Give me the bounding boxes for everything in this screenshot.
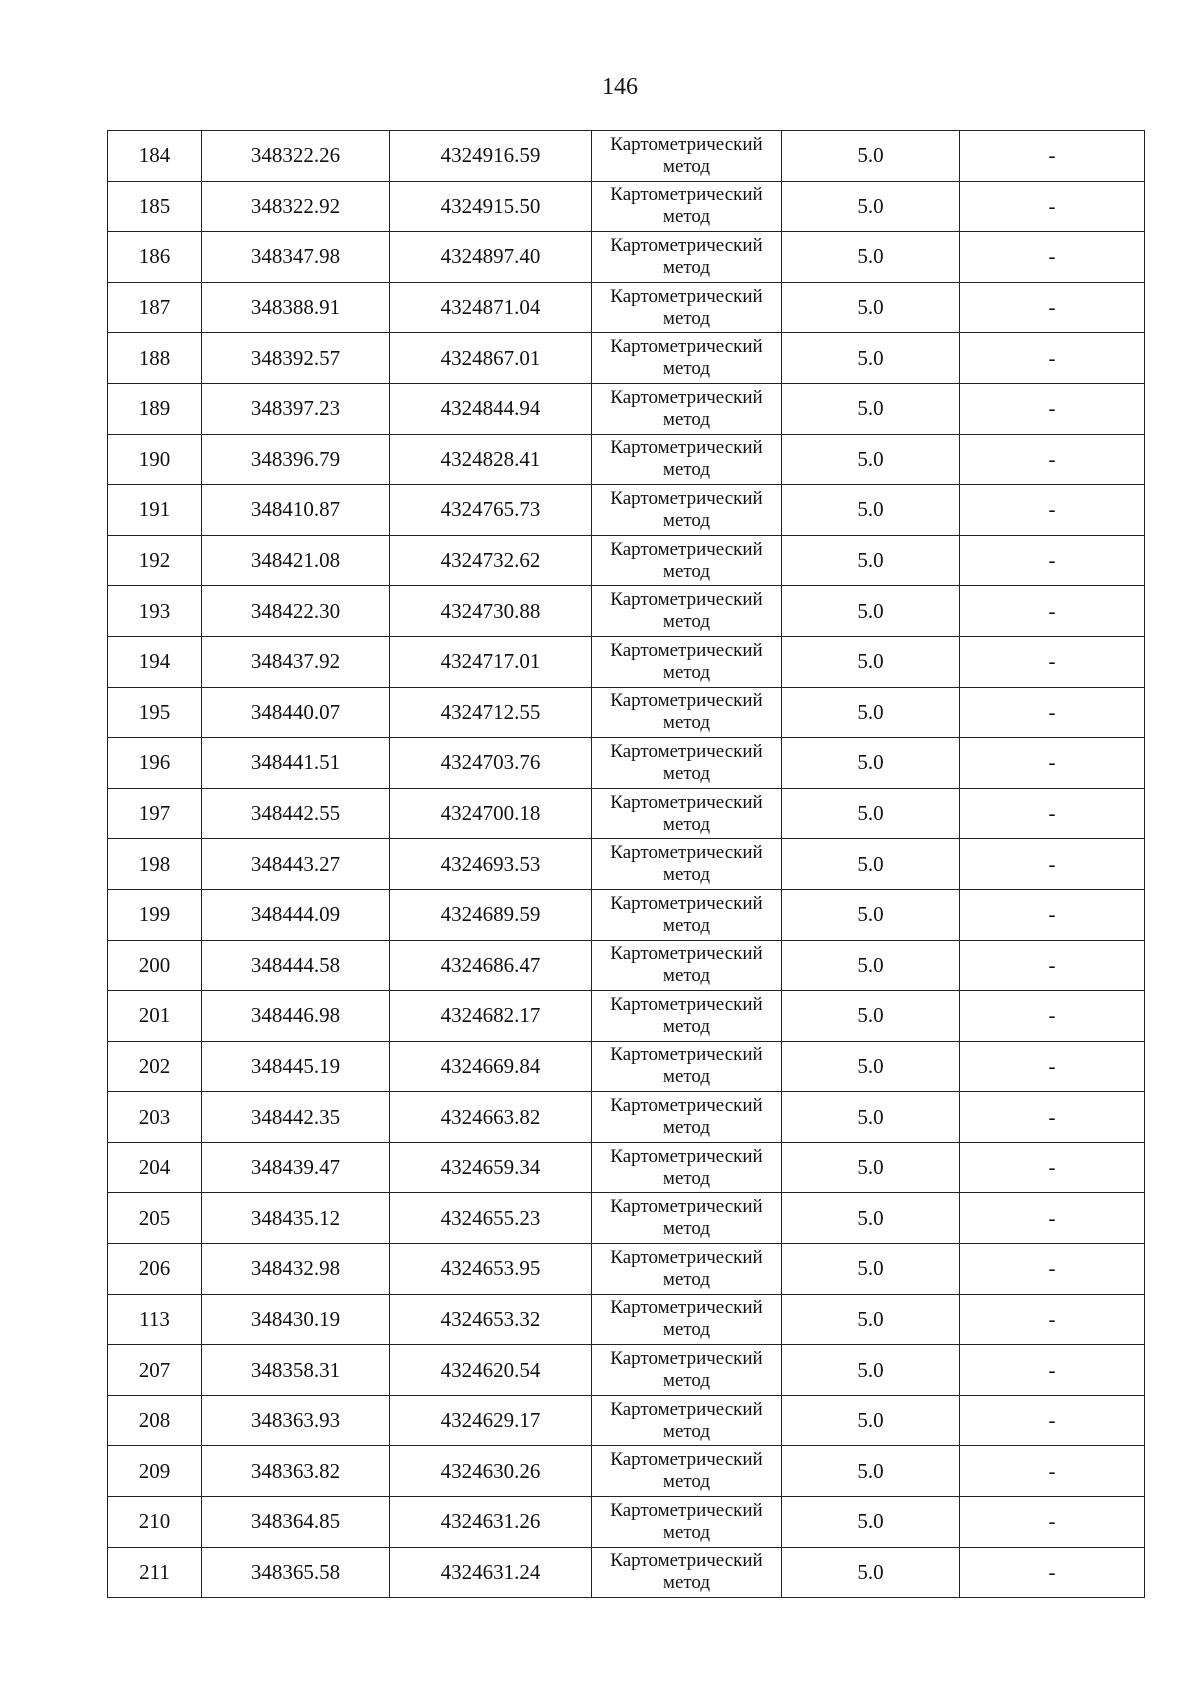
accuracy-cell: 5.0	[782, 232, 960, 283]
y-coordinate-cell: 4324663.82	[390, 1092, 592, 1143]
method-cell	[592, 181, 782, 232]
note-cell: -	[960, 1244, 1145, 1295]
method-cell	[592, 1041, 782, 1092]
method-line-2: метод	[662, 1167, 711, 1189]
method-cell	[592, 788, 782, 839]
point-number-cell: 187	[108, 282, 202, 333]
method-line-1: Картометрический	[610, 842, 763, 864]
x-coordinate-cell: 348444.58	[202, 940, 390, 991]
note-cell: -	[960, 788, 1145, 839]
method-cell	[592, 434, 782, 485]
accuracy-cell: 5.0	[782, 434, 960, 485]
x-coordinate-cell: 348446.98	[202, 991, 390, 1042]
method-line-2: метод	[662, 1218, 711, 1240]
method-line-2: метод	[662, 1572, 711, 1594]
table-row	[108, 889, 1145, 940]
accuracy-cell: 5.0	[782, 940, 960, 991]
y-coordinate-cell: 4324765.73	[390, 485, 592, 536]
point-number-cell: 190	[108, 434, 202, 485]
table-row	[108, 232, 1145, 283]
method-line-1: Картометрический	[610, 437, 763, 459]
method-cell	[592, 839, 782, 890]
x-coordinate-cell: 348397.23	[202, 383, 390, 434]
x-coordinate-cell: 348347.98	[202, 232, 390, 283]
method-line-1: Картометрический	[610, 589, 763, 611]
method-cell	[592, 1092, 782, 1143]
method-line-2: метод	[662, 1521, 711, 1543]
note-cell: -	[960, 131, 1145, 182]
y-coordinate-cell: 4324653.95	[390, 1244, 592, 1295]
table-row	[108, 586, 1145, 637]
method-line-2: метод	[662, 358, 711, 380]
table-row	[108, 1446, 1145, 1497]
accuracy-cell: 5.0	[782, 1395, 960, 1446]
y-coordinate-cell: 4324689.59	[390, 889, 592, 940]
method-cell	[592, 1244, 782, 1295]
page-number: 146	[602, 74, 638, 100]
x-coordinate-cell: 348421.08	[202, 535, 390, 586]
x-coordinate-cell: 348410.87	[202, 485, 390, 536]
x-coordinate-cell: 348322.92	[202, 181, 390, 232]
y-coordinate-cell: 4324630.26	[390, 1446, 592, 1497]
y-coordinate-cell: 4324620.54	[390, 1345, 592, 1396]
accuracy-cell: 5.0	[782, 485, 960, 536]
method-cell	[592, 485, 782, 536]
x-coordinate-cell: 348363.82	[202, 1446, 390, 1497]
table-row	[108, 333, 1145, 384]
method-line-2: метод	[662, 509, 711, 531]
method-cell	[592, 535, 782, 586]
method-line-2: метод	[662, 1015, 711, 1037]
y-coordinate-cell: 4324871.04	[390, 282, 592, 333]
y-coordinate-cell: 4324730.88	[390, 586, 592, 637]
point-number-cell: 197	[108, 788, 202, 839]
x-coordinate-cell: 348322.26	[202, 131, 390, 182]
method-line-2: метод	[662, 611, 711, 633]
point-number-cell: 202	[108, 1041, 202, 1092]
table-row	[108, 1345, 1145, 1396]
point-number-cell: 185	[108, 181, 202, 232]
y-coordinate-cell: 4324693.53	[390, 839, 592, 890]
method-line-2: метод	[662, 864, 711, 886]
x-coordinate-cell: 348444.09	[202, 889, 390, 940]
accuracy-cell: 5.0	[782, 991, 960, 1042]
table-row	[108, 181, 1145, 232]
coordinates-table	[107, 130, 1145, 1598]
point-number-cell: 199	[108, 889, 202, 940]
accuracy-cell: 5.0	[782, 586, 960, 637]
method-line-1: Картометрический	[610, 993, 763, 1015]
y-coordinate-cell: 4324703.76	[390, 738, 592, 789]
y-coordinate-cell: 4324655.23	[390, 1193, 592, 1244]
table-row	[108, 1547, 1145, 1598]
method-line-2: метод	[662, 1268, 711, 1290]
point-number-cell: 200	[108, 940, 202, 991]
accuracy-cell: 5.0	[782, 333, 960, 384]
method-cell	[592, 636, 782, 687]
accuracy-cell: 5.0	[782, 839, 960, 890]
method-line-1: Картометрический	[610, 1044, 763, 1066]
method-line-1: Картометрический	[610, 386, 763, 408]
note-cell: -	[960, 1345, 1145, 1396]
method-cell	[592, 586, 782, 637]
note-cell: -	[960, 232, 1145, 283]
x-coordinate-cell: 348441.51	[202, 738, 390, 789]
method-line-1: Картометрический	[610, 1449, 763, 1471]
method-line-2: метод	[662, 307, 711, 329]
point-number-cell: 209	[108, 1446, 202, 1497]
point-number-cell: 198	[108, 839, 202, 890]
point-number-cell: 193	[108, 586, 202, 637]
y-coordinate-cell: 4324631.26	[390, 1497, 592, 1548]
method-line-1: Картометрический	[610, 1550, 763, 1572]
method-cell	[592, 1395, 782, 1446]
method-line-1: Картометрический	[610, 1095, 763, 1117]
method-line-1: Картометрический	[610, 791, 763, 813]
note-cell: -	[960, 1092, 1145, 1143]
point-number-cell: 201	[108, 991, 202, 1042]
table-row	[108, 434, 1145, 485]
point-number-cell: 206	[108, 1244, 202, 1295]
y-coordinate-cell: 4324867.01	[390, 333, 592, 384]
note-cell: -	[960, 1041, 1145, 1092]
note-cell: -	[960, 181, 1145, 232]
note-cell: -	[960, 1446, 1145, 1497]
accuracy-cell: 5.0	[782, 889, 960, 940]
y-coordinate-cell: 4324717.01	[390, 636, 592, 687]
table-row	[108, 839, 1145, 890]
method-line-2: метод	[662, 459, 711, 481]
method-line-1: Картометрический	[610, 184, 763, 206]
method-line-2: метод	[662, 408, 711, 430]
y-coordinate-cell: 4324669.84	[390, 1041, 592, 1092]
x-coordinate-cell: 348432.98	[202, 1244, 390, 1295]
table-row	[108, 738, 1145, 789]
method-cell	[592, 1345, 782, 1396]
x-coordinate-cell: 348422.30	[202, 586, 390, 637]
method-line-2: метод	[662, 1471, 711, 1493]
point-number-cell: 189	[108, 383, 202, 434]
table-row	[108, 485, 1145, 536]
note-cell: -	[960, 1395, 1145, 1446]
accuracy-cell: 5.0	[782, 383, 960, 434]
table-row	[108, 131, 1145, 182]
accuracy-cell: 5.0	[782, 1142, 960, 1193]
table-row	[108, 687, 1145, 738]
point-number-cell: 208	[108, 1395, 202, 1446]
note-cell: -	[960, 738, 1145, 789]
table-row	[108, 636, 1145, 687]
x-coordinate-cell: 348392.57	[202, 333, 390, 384]
method-cell	[592, 1446, 782, 1497]
method-line-1: Картометрический	[610, 639, 763, 661]
point-number-cell: 113	[108, 1294, 202, 1345]
method-line-2: метод	[662, 1319, 711, 1341]
method-line-1: Картометрический	[610, 740, 763, 762]
method-line-1: Картометрический	[610, 285, 763, 307]
table-row	[108, 940, 1145, 991]
x-coordinate-cell: 348396.79	[202, 434, 390, 485]
point-number-cell: 211	[108, 1547, 202, 1598]
accuracy-cell: 5.0	[782, 1547, 960, 1598]
y-coordinate-cell: 4324682.17	[390, 991, 592, 1042]
note-cell: -	[960, 485, 1145, 536]
note-cell: -	[960, 687, 1145, 738]
table-row	[108, 1092, 1145, 1143]
method-line-1: Картометрический	[610, 892, 763, 914]
method-line-1: Картометрический	[610, 487, 763, 509]
method-line-1: Картометрический	[610, 1398, 763, 1420]
method-cell	[592, 687, 782, 738]
x-coordinate-cell: 348365.58	[202, 1547, 390, 1598]
note-cell: -	[960, 1142, 1145, 1193]
method-cell	[592, 1547, 782, 1598]
x-coordinate-cell: 348430.19	[202, 1294, 390, 1345]
method-line-2: метод	[662, 1066, 711, 1088]
accuracy-cell: 5.0	[782, 535, 960, 586]
y-coordinate-cell: 4324828.41	[390, 434, 592, 485]
y-coordinate-cell: 4324700.18	[390, 788, 592, 839]
method-line-1: Картометрический	[610, 1297, 763, 1319]
x-coordinate-cell: 348442.35	[202, 1092, 390, 1143]
x-coordinate-cell: 348363.93	[202, 1395, 390, 1446]
x-coordinate-cell: 348440.07	[202, 687, 390, 738]
table-row	[108, 1041, 1145, 1092]
note-cell: -	[960, 1547, 1145, 1598]
y-coordinate-cell: 4324915.50	[390, 181, 592, 232]
point-number-cell: 205	[108, 1193, 202, 1244]
method-line-2: метод	[662, 560, 711, 582]
method-line-2: метод	[662, 762, 711, 784]
table-row	[108, 282, 1145, 333]
point-number-cell: 191	[108, 485, 202, 536]
method-line-1: Картометрический	[610, 943, 763, 965]
method-cell	[592, 889, 782, 940]
table-row	[108, 535, 1145, 586]
method-line-2: метод	[662, 1370, 711, 1392]
method-line-1: Картометрический	[610, 1348, 763, 1370]
method-line-2: метод	[662, 206, 711, 228]
y-coordinate-cell: 4324686.47	[390, 940, 592, 991]
method-line-2: метод	[662, 914, 711, 936]
table-row	[108, 788, 1145, 839]
method-cell	[592, 131, 782, 182]
table-row	[108, 1142, 1145, 1193]
note-cell: -	[960, 535, 1145, 586]
accuracy-cell: 5.0	[782, 282, 960, 333]
note-cell: -	[960, 1294, 1145, 1345]
y-coordinate-cell: 4324712.55	[390, 687, 592, 738]
method-line-1: Картометрический	[610, 336, 763, 358]
accuracy-cell: 5.0	[782, 1092, 960, 1143]
method-line-2: метод	[662, 965, 711, 987]
point-number-cell: 194	[108, 636, 202, 687]
table-row	[108, 1497, 1145, 1548]
note-cell: -	[960, 282, 1145, 333]
table-row	[108, 991, 1145, 1042]
accuracy-cell: 5.0	[782, 687, 960, 738]
accuracy-cell: 5.0	[782, 1244, 960, 1295]
method-line-1: Картометрический	[610, 1499, 763, 1521]
table-row	[108, 1244, 1145, 1295]
note-cell: -	[960, 991, 1145, 1042]
method-cell	[592, 282, 782, 333]
method-line-1: Картометрический	[610, 1246, 763, 1268]
y-coordinate-cell: 4324629.17	[390, 1395, 592, 1446]
y-coordinate-cell: 4324653.32	[390, 1294, 592, 1345]
method-cell	[592, 333, 782, 384]
accuracy-cell: 5.0	[782, 1345, 960, 1396]
method-line-2: метод	[662, 256, 711, 278]
note-cell: -	[960, 839, 1145, 890]
method-line-1: Картометрический	[610, 1145, 763, 1167]
table-row	[108, 1395, 1145, 1446]
table-body	[108, 131, 1145, 1598]
method-line-2: метод	[662, 661, 711, 683]
point-number-cell: 192	[108, 535, 202, 586]
note-cell: -	[960, 1497, 1145, 1548]
method-line-1: Картометрический	[610, 234, 763, 256]
accuracy-cell: 5.0	[782, 788, 960, 839]
x-coordinate-cell: 348435.12	[202, 1193, 390, 1244]
x-coordinate-cell: 348364.85	[202, 1497, 390, 1548]
accuracy-cell: 5.0	[782, 131, 960, 182]
note-cell: -	[960, 889, 1145, 940]
x-coordinate-cell: 348443.27	[202, 839, 390, 890]
method-cell	[592, 1142, 782, 1193]
method-line-2: метод	[662, 813, 711, 835]
accuracy-cell: 5.0	[782, 1294, 960, 1345]
method-line-2: метод	[662, 1117, 711, 1139]
method-line-2: метод	[662, 155, 711, 177]
method-line-2: метод	[662, 712, 711, 734]
method-cell	[592, 1294, 782, 1345]
method-cell	[592, 738, 782, 789]
point-number-cell: 210	[108, 1497, 202, 1548]
note-cell: -	[960, 586, 1145, 637]
point-number-cell: 195	[108, 687, 202, 738]
x-coordinate-cell: 348442.55	[202, 788, 390, 839]
accuracy-cell: 5.0	[782, 1041, 960, 1092]
note-cell: -	[960, 434, 1145, 485]
method-line-1: Картометрический	[610, 1196, 763, 1218]
method-cell	[592, 1497, 782, 1548]
y-coordinate-cell: 4324732.62	[390, 535, 592, 586]
point-number-cell: 188	[108, 333, 202, 384]
x-coordinate-cell: 348439.47	[202, 1142, 390, 1193]
method-line-2: метод	[662, 1420, 711, 1442]
note-cell: -	[960, 1193, 1145, 1244]
note-cell: -	[960, 940, 1145, 991]
point-number-cell: 204	[108, 1142, 202, 1193]
accuracy-cell: 5.0	[782, 1193, 960, 1244]
accuracy-cell: 5.0	[782, 636, 960, 687]
note-cell: -	[960, 333, 1145, 384]
point-number-cell: 196	[108, 738, 202, 789]
y-coordinate-cell: 4324916.59	[390, 131, 592, 182]
x-coordinate-cell: 348388.91	[202, 282, 390, 333]
x-coordinate-cell: 348358.31	[202, 1345, 390, 1396]
accuracy-cell: 5.0	[782, 181, 960, 232]
method-cell	[592, 1193, 782, 1244]
note-cell: -	[960, 636, 1145, 687]
accuracy-cell: 5.0	[782, 738, 960, 789]
method-cell	[592, 991, 782, 1042]
y-coordinate-cell: 4324659.34	[390, 1142, 592, 1193]
point-number-cell: 186	[108, 232, 202, 283]
method-cell	[592, 232, 782, 283]
method-line-1: Картометрический	[610, 133, 763, 155]
method-line-1: Картометрический	[610, 538, 763, 560]
point-number-cell: 207	[108, 1345, 202, 1396]
table-row	[108, 1193, 1145, 1244]
table-row	[108, 1294, 1145, 1345]
note-cell: -	[960, 383, 1145, 434]
y-coordinate-cell: 4324897.40	[390, 232, 592, 283]
method-cell	[592, 940, 782, 991]
y-coordinate-cell: 4324844.94	[390, 383, 592, 434]
point-number-cell: 203	[108, 1092, 202, 1143]
table-row	[108, 383, 1145, 434]
method-cell	[592, 383, 782, 434]
x-coordinate-cell: 348445.19	[202, 1041, 390, 1092]
accuracy-cell: 5.0	[782, 1446, 960, 1497]
accuracy-cell: 5.0	[782, 1497, 960, 1548]
x-coordinate-cell: 348437.92	[202, 636, 390, 687]
method-line-1: Картометрический	[610, 690, 763, 712]
point-number-cell: 184	[108, 131, 202, 182]
y-coordinate-cell: 4324631.24	[390, 1547, 592, 1598]
